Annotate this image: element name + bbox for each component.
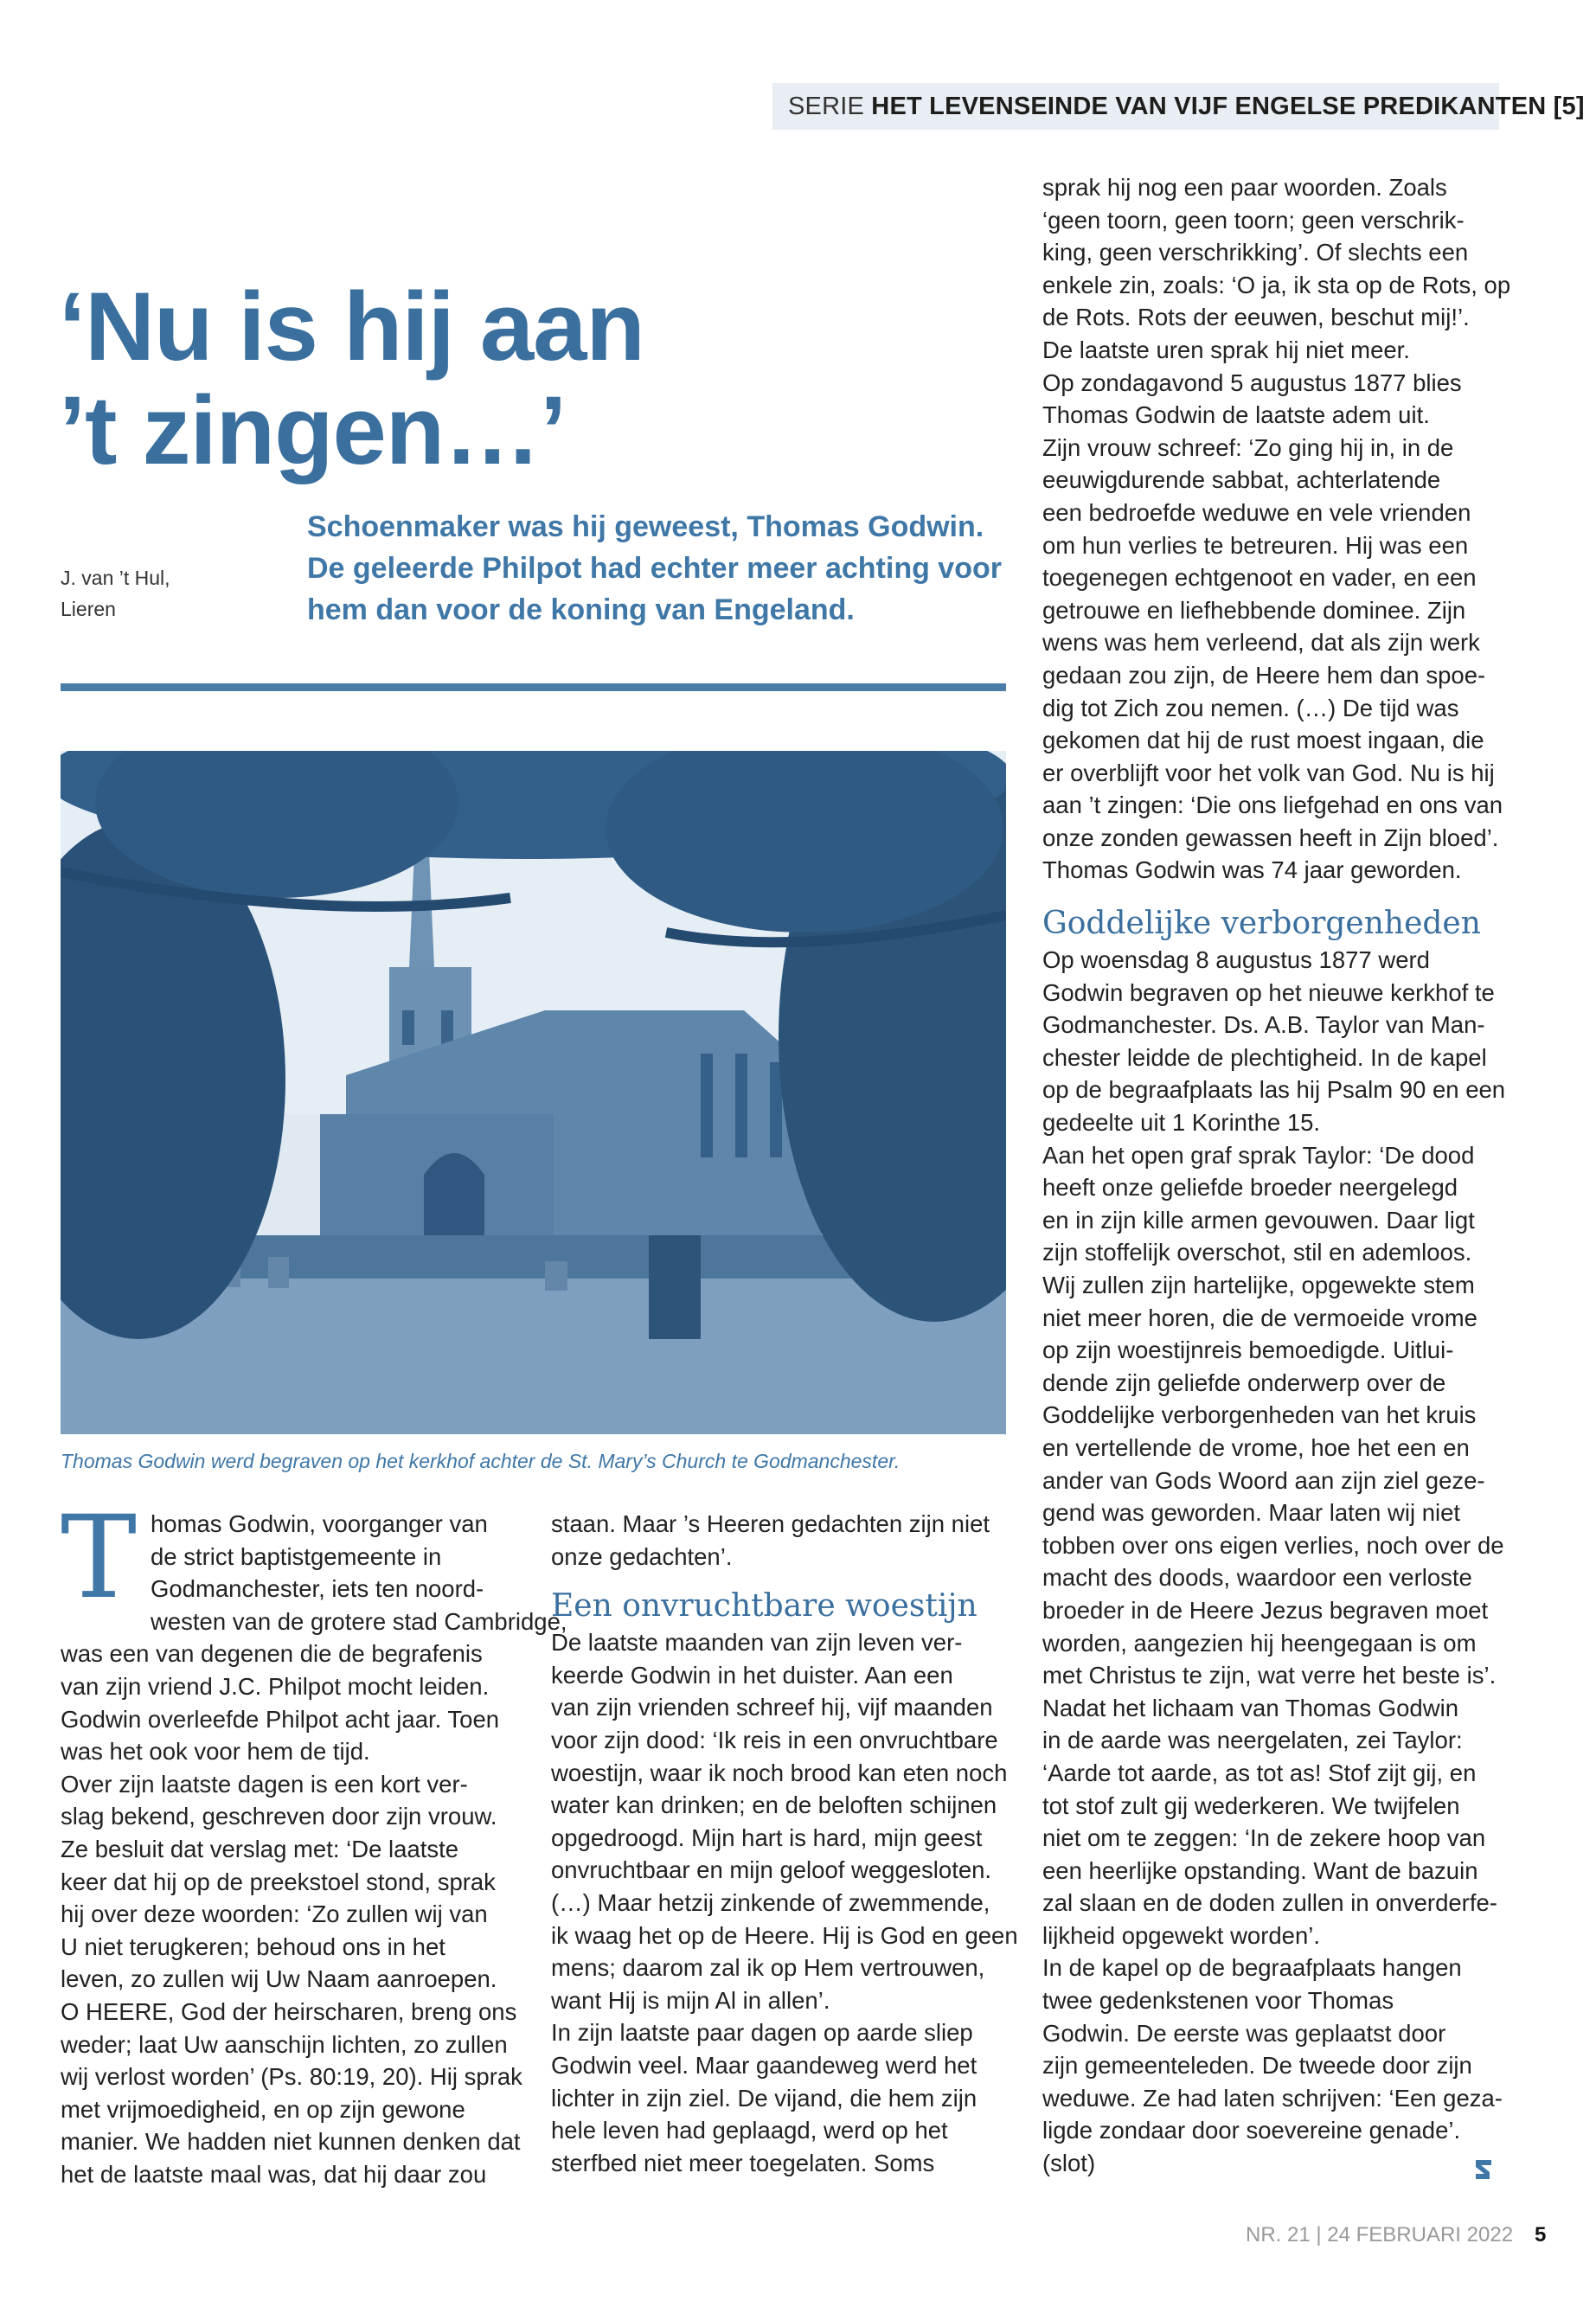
- text-line: Thomas Godwin was 74 jaar geworden.: [1042, 856, 1462, 884]
- text-line: zijn gemeenteleden. De tweede door zijn: [1042, 2052, 1472, 2080]
- text-line: weduwe. Ze had laten schrijven: ‘Een geza-: [1042, 2084, 1503, 2112]
- text-line: met vrijmoedigheid, en op zijn gewone: [61, 2095, 465, 2123]
- text-line: met Christus te zijn, wat verre het beste is’.: [1042, 1662, 1497, 1689]
- page-number: 5: [1535, 2223, 1547, 2247]
- text-line: er overblijft voor het volk van God. Nu is hij: [1042, 759, 1495, 786]
- text-line: dende zijn geliefde onderwerp over de: [1042, 1368, 1446, 1396]
- text-line: Godmanchester. Ds. A.B. Taylor van Man-: [1042, 1011, 1485, 1039]
- text-line: Thomas Godwin de laatste adem uit.: [1042, 401, 1430, 429]
- text-line: niet om te zeggen: ‘In de zekere hoop van: [1042, 1824, 1486, 1852]
- text-line: op zijn woestijnreis bemoedigde. Uitlui-: [1042, 1336, 1454, 1364]
- text-line: sprak hij nog een paar woorden. Zoals: [1042, 174, 1447, 201]
- text-line: broeder in de Heere Jezus begraven moet: [1042, 1596, 1489, 1624]
- article-column-1: [61, 1491, 567, 2190]
- text-line: homas Godwin, voorganger van: [151, 1510, 488, 1537]
- text-line: want Hij is mijn Al in allen’.: [551, 1986, 830, 2014]
- text-line: In zijn laatste paar dagen op aarde sliep: [551, 2019, 973, 2047]
- article-column-2: [551, 1508, 1018, 2179]
- text-line: de strict baptistgemeente in: [151, 1542, 442, 1570]
- text-line: (slot): [1042, 2150, 1096, 2177]
- text-line: lichter in zijn ziel. De vijand, die hem zijn: [551, 2084, 977, 2112]
- text-line: ander van Gods Woord aan zijn ziel geze-: [1042, 1466, 1485, 1494]
- text-line: macht des doods, waardoor een verloste: [1042, 1564, 1472, 1592]
- text-line: chester leidde de plechtigheid. In de kapel: [1042, 1043, 1487, 1071]
- text-line: ‘Aarde tot aarde, as tot as! Stof zijt gij, en: [1042, 1759, 1477, 1786]
- text-line: aan ’t zingen: ‘Die ons liefgehad en ons van: [1042, 792, 1503, 819]
- text-line: hele leven had geplaagd, werd op het: [551, 2117, 948, 2144]
- text-line: gedeelte uit 1 Korinthe 15.: [1042, 1109, 1321, 1137]
- text-line: manier. We hadden niet kunnen denken dat: [61, 2128, 521, 2156]
- text-line: in de aarde was neergelaten, zei Taylor:: [1042, 1727, 1463, 1754]
- text-line: was een van degenen die de begrafenis: [61, 1640, 483, 1668]
- text-line: enkele zin, zoals: ‘O ja, ik sta op de Rots, op: [1042, 271, 1511, 298]
- text-line: het de laatste maal was, dat hij daar zou: [61, 2160, 487, 2188]
- section-heading: Een onvruchtbare woestijn: [551, 1588, 977, 1625]
- text-line: Godwin overleefde Philpot acht jaar. Toen: [61, 1705, 500, 1733]
- text-line: toegenegen echtgenoot en vader, en een: [1042, 564, 1477, 592]
- church-photo: [61, 751, 1006, 1434]
- text-line: weder; laat Uw aanschijn lichten, zo zullen: [61, 2030, 508, 2058]
- text-line: ik waag het op de Heere. Hij is God en geen: [551, 1921, 1018, 1949]
- text-line: wij verlost worden’ (Ps. 80:19, 20). Hij sprak: [61, 2063, 522, 2091]
- text-line: king, geen verschrikking’. Of slechts een: [1042, 239, 1469, 266]
- text-line: zal slaan en de doden zullen in onverderfe-: [1042, 1889, 1497, 1917]
- text-line: worden, aangezien hij heengegaan is om: [1042, 1629, 1477, 1657]
- text-line: een heerlijke opstanding. Want de bazuin: [1042, 1856, 1478, 1884]
- text-line: Wij zullen zijn hartelijke, opgewekte stem: [1042, 1272, 1475, 1298]
- text-line: heeft onze geliefde broeder neergelegd: [1042, 1174, 1458, 1202]
- text-line: mens; daarom zal ik op Hem vertrouwen,: [551, 1954, 985, 1982]
- text-line: water kan drinken; en de beloften schijnen: [551, 1791, 997, 1819]
- text-line: op de begraafplaats las hij Psalm 90 en een: [1042, 1076, 1506, 1104]
- text-line: en in zijn kille armen gevouwen. Daar ligt: [1042, 1206, 1475, 1234]
- text-line: getrouwe en liefhebbende dominee. Zijn: [1042, 596, 1466, 624]
- author-byline: [61, 562, 170, 625]
- text-line: Aan het open graf sprak Taylor: ‘De dood: [1042, 1141, 1475, 1169]
- text-line: hij over deze woorden: ‘Zo zullen wij van: [61, 1900, 488, 1928]
- text-line: niet meer horen, die de vermoeide vrome: [1042, 1304, 1477, 1331]
- article-column-3: [1042, 171, 1511, 2180]
- text-line: voor zijn dood: ‘Ik reis in een onvruchtbare: [551, 1726, 998, 1753]
- divider-rule: [61, 683, 1006, 691]
- text-line: van zijn vrienden schreef hij, vijf maanden: [551, 1694, 993, 1721]
- spacer: [551, 1573, 1010, 1586]
- issue-info: NR. 21 | 24 FEBRUARI 2022: [1246, 2223, 1514, 2247]
- text-line: Op zondagavond 5 augustus 1877 blies: [1042, 369, 1462, 396]
- text-line: onze gedachten’.: [551, 1542, 733, 1570]
- text-line: gedaan zou zijn, de Heere hem dan spoe-: [1042, 661, 1486, 689]
- text-line: slag bekend, geschreven door zijn vrouw.: [61, 1803, 497, 1830]
- series-banner: [772, 83, 1585, 130]
- text-line: Godwin veel. Maar gaandeweg werd het: [551, 2051, 977, 2079]
- text-line: De laatste maanden van zijn leven ver-: [551, 1629, 963, 1657]
- text-line: westen van de grotere stad Cambridge,: [151, 1607, 567, 1635]
- text-line: leven, zo zullen wij Uw Naam aanroepen.: [61, 1965, 497, 1993]
- end-mark-icon: [1471, 2157, 1497, 2182]
- text-line: was het ook voor hem de tijd.: [61, 1738, 370, 1766]
- text-line: Ze besluit dat verslag met: ‘De laatste: [61, 1835, 459, 1862]
- series-label: SERIE: [788, 93, 865, 120]
- section-heading: Goddelijke verborgenheden: [1042, 906, 1481, 942]
- series-title: HET LEVENSEINDE VAN VIJF ENGELSE PREDIKANTEN: [871, 93, 1547, 120]
- text-line: en vertellende de vrome, hoe het een en: [1042, 1433, 1470, 1461]
- text-line: een bedroefde weduwe en vele vrienden: [1042, 498, 1471, 526]
- title-line: ‘Nu is hij aan: [59, 272, 644, 381]
- article-title: [59, 272, 682, 484]
- text-line: (…) Maar hetzij zinkende of zwemmende,: [551, 1888, 990, 1916]
- text-line: U niet terugkeren; behoud ons in het: [61, 1932, 445, 1960]
- article-lead: Schoenmaker was hij geweest, Thomas Godwin. De geleerde Philpot had echter meer achting voor hem dan voor de koning van Engeland.: [307, 510, 1002, 626]
- text-line: keerde Godwin in het duister. Aan een: [551, 1661, 953, 1689]
- text-line: gend was geworden. Maar laten wij niet: [1042, 1499, 1461, 1527]
- text-line: staan. Maar ’s Heeren gedachten zijn niet: [551, 1510, 990, 1537]
- photo-caption: Thomas Godwin werd begraven op het kerkhof achter de St. Mary’s Church te Godmanchester.: [61, 1450, 901, 1472]
- text-line: sterfbed niet meer toegelaten. Soms: [551, 2149, 935, 2176]
- text-line: Godwin. De eerste was geplaatst door: [1042, 2019, 1446, 2047]
- text-line: woestijn, waar ik noch brood kan eten noch: [551, 1759, 1008, 1786]
- text-line: In de kapel op de begraafplaats hangen: [1042, 1954, 1462, 1982]
- text-line: eeuwigdurende sabbat, achterlatende: [1042, 466, 1441, 494]
- text-line: om hun verlies te betreuren. Hij was een: [1042, 531, 1469, 559]
- text-line: Godwin begraven op het nieuwe kerkhof te: [1042, 978, 1495, 1006]
- text-line: Zijn vrouw schreef: ‘Zo ging hij in, in de: [1042, 433, 1454, 461]
- text-line: ligde zondaar door soevereine genade’.: [1042, 2117, 1461, 2144]
- author-location: Lieren: [61, 598, 116, 620]
- text-line: van zijn vriend J.C. Philpot mocht leiden.: [61, 1672, 490, 1700]
- text-line: Over zijn laatste dagen is een kort ver-: [61, 1770, 468, 1798]
- drop-cap: T: [61, 1491, 138, 1625]
- text-line: lijkheid opgewekt worden’.: [1042, 1921, 1321, 1949]
- text-line: O HEERE, God der heirscharen, breng ons: [61, 1997, 517, 2025]
- text-line: twee gedenkstenen voor Thomas: [1042, 1987, 1394, 2015]
- text-line: keer dat hij op de preekstoel stond, sprak: [61, 1868, 496, 1895]
- title-line: ’t zingen…’: [59, 376, 567, 484]
- text-line: onze zonden gewassen heeft in Zijn bloed’.: [1042, 824, 1499, 851]
- text-line: Godmanchester, iets ten noord-: [151, 1575, 484, 1603]
- text-line: de Rots. Rots der eeuwen, beschut mij!’.: [1042, 304, 1470, 331]
- text-line: gekomen dat hij de rust moest ingaan, die: [1042, 727, 1484, 754]
- text-line: wens was hem verleend, dat als zijn werk: [1042, 629, 1480, 657]
- text-line: ‘geen toorn, geen toorn; geen verschrik-: [1042, 206, 1465, 234]
- text-line: onvruchtbaar en mijn geloof weggesloten.: [551, 1856, 992, 1884]
- text-line: tobben over ons eigen verlies, noch over de: [1042, 1531, 1504, 1559]
- spacer: [1042, 887, 1501, 904]
- text-line: Op woensdag 8 augustus 1877 werd: [1042, 946, 1430, 974]
- text-line: zijn stoffelijk overschot, stil en ademloos.: [1042, 1239, 1472, 1266]
- text-line: opgedroogd. Mijn hart is hard, mijn geest: [551, 1823, 983, 1851]
- series-part: [5]: [1553, 93, 1585, 120]
- text-line: De laatste uren sprak hij niet meer.: [1042, 336, 1410, 363]
- author-name: J. van ’t Hul,: [61, 567, 170, 589]
- text-line: Goddelijke verborgenheden van het kruis: [1042, 1401, 1477, 1429]
- text-line: Nadat het lichaam van Thomas Godwin: [1042, 1694, 1458, 1721]
- text-line: dig tot Zich zou nemen. (…) De tijd was: [1042, 694, 1459, 721]
- text-line: tot stof zult gij wederkeren. We twijfelen: [1042, 1791, 1460, 1819]
